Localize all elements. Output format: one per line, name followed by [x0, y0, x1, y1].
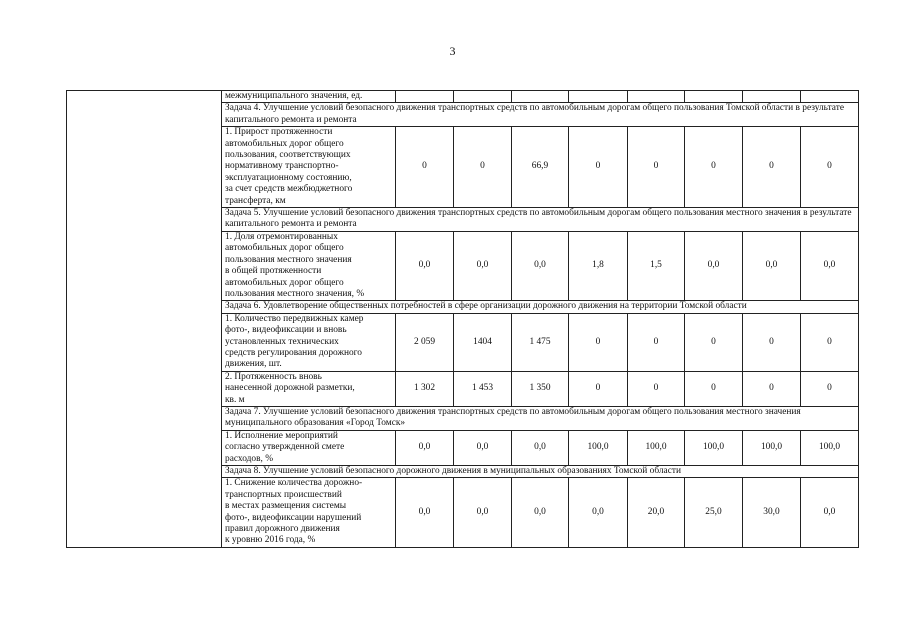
indicator-value: 25,0: [685, 478, 743, 547]
indicator-value: 0: [801, 371, 859, 406]
indicator-value: 1404: [454, 313, 512, 371]
indicator-value: 0,0: [512, 430, 569, 465]
indicator-value: 100,0: [628, 430, 685, 465]
indicator-value: 0,0: [569, 478, 628, 547]
indicator-value: 1 475: [512, 313, 569, 371]
indicator-value: 0,0: [396, 478, 454, 547]
indicator-value: 0,0: [801, 231, 859, 300]
indicator-value: 0: [454, 127, 512, 208]
indicator-value: 0: [569, 127, 628, 208]
indicators-table: [66, 90, 859, 548]
indicator-value: 0,0: [512, 231, 569, 300]
task-title: Задача 5. Улучшение условий безопасного движения транспортных средств по автомобильным дорогам общего пользования местного значения в результате капитального ремонта и ремонта: [222, 208, 859, 232]
indicator-value: 100,0: [801, 430, 859, 465]
indicator-value: 66,9: [512, 127, 569, 208]
indicator-value: 0: [569, 313, 628, 371]
indicator-value: 0: [685, 371, 743, 406]
indicator-value: 1 453: [454, 371, 512, 406]
indicator-value: 0,0: [743, 231, 801, 300]
indicator-value: 0: [396, 127, 454, 208]
task-title: Задача 6. Удовлетворение общественных потребностей в сфере организации дорожного движения на территории Томской области: [222, 301, 859, 313]
indicator-value: 0: [685, 313, 743, 371]
page-number: 3: [449, 44, 456, 58]
indicator-value: 0,0: [512, 478, 569, 547]
indicator-value: 0: [569, 371, 628, 406]
indicator-value: 0,0: [454, 478, 512, 547]
indicator-value: 0,0: [685, 231, 743, 300]
indicator-label: 1. Количество передвижных камер фото-, видеофиксации и вновь установленных технических средств регулирования дорожного движения, шт.: [222, 313, 396, 371]
indicator-value: 2 059: [396, 313, 454, 371]
indicator-value: 0: [743, 313, 801, 371]
indicator-value: 0: [628, 127, 685, 208]
indicator-label: 1. Снижение количества дорожно- транспортных происшествий в местах размещения системы фото-, видеофиксации нарушений правил дорожного движения к уровню 2016 года, %: [222, 478, 396, 547]
indicator-value: 0,0: [396, 430, 454, 465]
indicator-value: 0: [743, 127, 801, 208]
task-title: Задача 4. Улучшение условий безопасного движения транспортных средств по автомобильным дорогам общего пользования Томской области в результате капитального ремонта и ремонта: [222, 103, 859, 127]
indicator-value: 100,0: [685, 430, 743, 465]
indicator-label: 1. Доля отремонтированных автомобильных дорог общего пользования местного значения в общей протяженности автомобильных дорог общего пользования местного значения, %: [222, 231, 396, 300]
indicator-label: межмуниципального значения, ед.: [222, 91, 396, 103]
indicator-label: 1. Исполнение мероприятий согласно утвержденной смете расходов, %: [222, 430, 396, 465]
task-title: Задача 8. Улучшение условий безопасного дорожного движения в муниципальных образованиях Томской области: [222, 466, 859, 478]
indicator-label: 2. Протяженность вновь нанесенной дорожной разметки, кв. м: [222, 371, 396, 406]
indicator-value: 0: [628, 313, 685, 371]
indicator-value: 100,0: [569, 430, 628, 465]
indicator-value: 30,0: [743, 478, 801, 547]
indicator-value: 0: [801, 313, 859, 371]
indicator-label: 1. Прирост протяженности автомобильных дорог общего пользования, соответствующих нормативному транспортно- эксплуатационному состоянию, за счет средств межбюджетного трансферта, км: [222, 127, 396, 208]
indicator-value: 0,0: [454, 231, 512, 300]
indicator-value: 1,8: [569, 231, 628, 300]
indicator-value: 0: [685, 127, 743, 208]
top-fragment-row: [67, 91, 859, 103]
task-title: Задача 7. Улучшение условий безопасного движения транспортных средств по автомобильным дорогам общего пользования местного значения муниципального образования «Город Томск»: [222, 406, 859, 430]
indicator-value: 0,0: [454, 430, 512, 465]
indicator-value: 1,5: [628, 231, 685, 300]
indicator-value: 20,0: [628, 478, 685, 547]
indicator-value: 1 302: [396, 371, 454, 406]
left-column-cell: [67, 91, 222, 548]
indicator-value: 0: [743, 371, 801, 406]
indicator-value: 0: [628, 371, 685, 406]
indicator-value: 0: [801, 127, 859, 208]
indicator-value: 1 350: [512, 371, 569, 406]
indicator-value: 0,0: [396, 231, 454, 300]
indicator-value: 0,0: [801, 478, 859, 547]
indicator-value: 100,0: [743, 430, 801, 465]
